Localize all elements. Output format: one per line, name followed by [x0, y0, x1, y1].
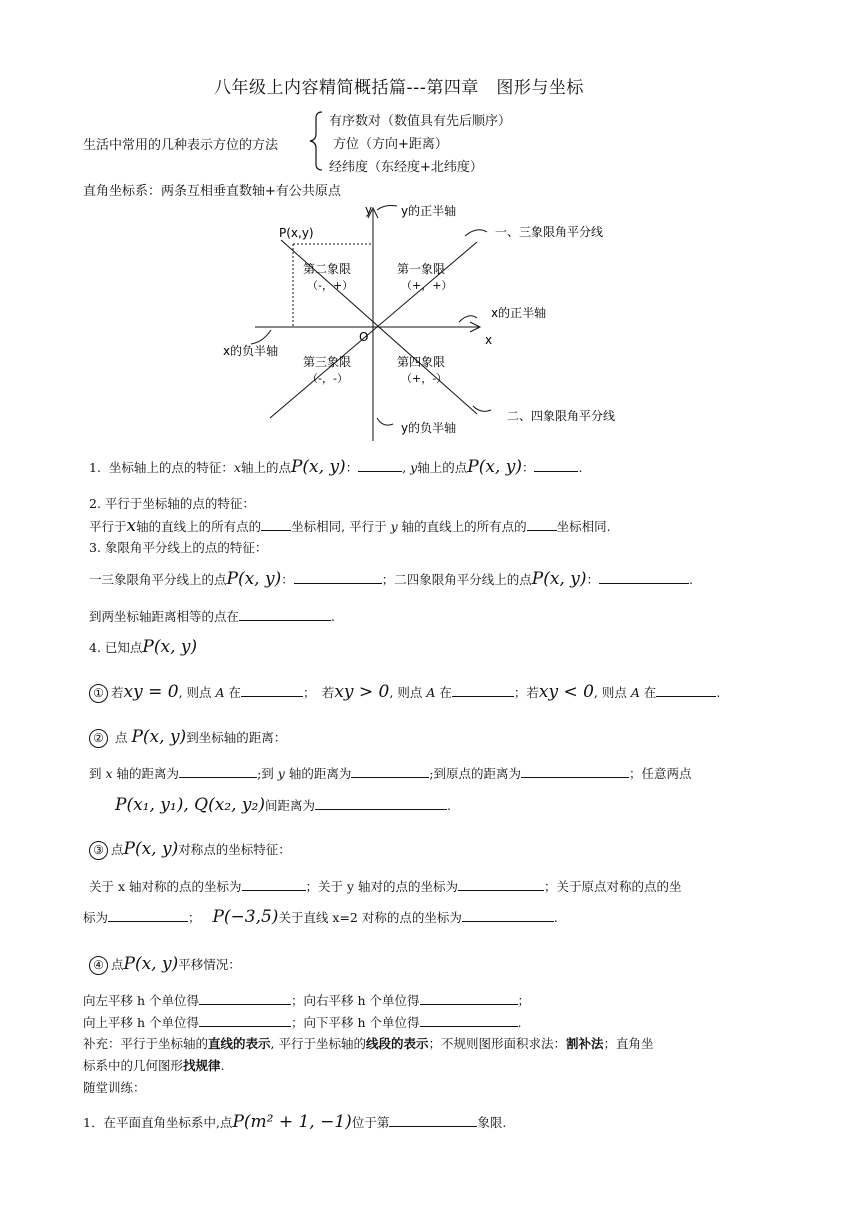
answer-blank [521, 763, 629, 778]
text-span [310, 112, 322, 170]
text-span: 到 [89, 766, 102, 781]
answer-blank [389, 1112, 477, 1127]
item-number: 1. [89, 460, 101, 475]
text-span: ；关于原点对称的点的坐 [544, 879, 682, 894]
text-span: , 平行于坐标轴的 [270, 1036, 366, 1051]
text-span: ；向下平移 h 个单位得 [291, 1015, 420, 1030]
x-positive-label: x的正半轴 [491, 306, 547, 320]
text-span: ；二四象限角平分线上的点 [381, 572, 532, 587]
text-span: A [215, 685, 225, 700]
answer-blank [294, 569, 382, 584]
quadrant-3-sign: （-，-） [307, 372, 348, 385]
text-span: 轴的直线上的所有点的 [401, 519, 527, 534]
section-4-row-7 [83, 907, 558, 927]
section-4-title [89, 637, 197, 657]
text: 轴上的点 [417, 460, 468, 475]
answer-blank [420, 1012, 518, 1027]
x-negative-label: x的负半轴 [223, 344, 279, 358]
text-span: 点 [114, 730, 128, 745]
text-span: ；若 [513, 685, 539, 700]
callout-curve [465, 230, 487, 236]
text-span: x [126, 516, 137, 536]
answer-blank [315, 795, 447, 810]
text-span: . [553, 910, 558, 925]
text-span: A [426, 685, 436, 700]
text: ： [345, 460, 359, 475]
callout-curve [459, 316, 477, 322]
page-title: 八年级上内容精简概括篇---第四章 图形与坐标 [214, 78, 584, 98]
answer-blank [452, 682, 514, 697]
text-span: 关于 x 轴对称的点的坐标为 [89, 879, 242, 894]
text-span: P(x, y) [123, 839, 179, 859]
practice-question-1 [83, 1112, 506, 1132]
point-expr: P(x, y) [467, 457, 522, 477]
bisector-24-label: 二、四象限角平分线 [507, 409, 616, 423]
text-span: 4. 已知点 [89, 640, 143, 655]
text-span: ； [188, 910, 201, 925]
supplement-line-1 [83, 1034, 654, 1052]
text: 坐标轴上的点的特征： [108, 460, 234, 475]
coordinate-diagram [215, 196, 635, 446]
text-span: 标系中的几何图形 [83, 1058, 184, 1073]
text-span: P(x, y) [226, 569, 282, 589]
answer-blank [261, 516, 291, 531]
section-2-body [89, 516, 611, 536]
x-axis-label: x [485, 333, 493, 347]
text-span: 轴的直线上的所有点的 [136, 519, 262, 534]
text-span: P(x, y) [131, 727, 187, 747]
text-span: 线段的表示 [365, 1036, 429, 1051]
answer-blank [108, 907, 188, 922]
answer-blank [199, 990, 291, 1005]
point-label: P(x,y) [279, 226, 314, 240]
text-span: 在 [228, 685, 242, 700]
callout-curve [377, 206, 397, 211]
method-item: 经纬度（东经度+北纬度） [329, 160, 483, 175]
text-span: y [277, 766, 285, 781]
quadrant-2-sign: （-，+） [307, 279, 354, 292]
methods-label: 生活中常用的几种表示方位的方法 [83, 138, 279, 153]
text-span: ;到 [257, 766, 274, 781]
answer-blank [358, 457, 402, 472]
method-item: 有序数对（数值具有先后顺序） [329, 114, 512, 129]
text-span: 间距离为 [264, 798, 315, 813]
text-span: 平移情况： [178, 957, 241, 972]
text-span: 坐标相同, 平行于 [291, 519, 387, 534]
quadrant-2-name: 第二象限 [303, 262, 352, 276]
text: . [578, 460, 583, 475]
y-axis-label: y [365, 203, 373, 217]
text-span: 平行于 [89, 519, 127, 534]
callout-curve [473, 406, 491, 411]
text-span: , 则点 [389, 685, 423, 700]
text-span: 坐标相同. [556, 519, 611, 534]
section-1 [89, 457, 582, 477]
quadrant-4-name: 第四象限 [397, 355, 446, 369]
answer-blank [179, 763, 257, 778]
text-span: 找规律 [183, 1058, 221, 1073]
text-span: 点 [111, 957, 124, 972]
text: ： [521, 460, 535, 475]
answer-blank [351, 763, 429, 778]
section-4-row-1 [89, 682, 720, 703]
text-span: 轴的距离为 [116, 766, 180, 781]
text-span: 直线的表示 [208, 1036, 271, 1051]
cartesian-definition: 直角坐标系：两条互相垂直数轴+有公共原点 [83, 184, 341, 199]
text-span: 向上平移 h 个单位得 [83, 1015, 199, 1030]
text-span: ； [517, 993, 531, 1008]
circled-number: ④ [89, 956, 108, 975]
answer-blank [241, 682, 303, 697]
answer-blank [534, 457, 578, 472]
text-span: x [105, 766, 113, 781]
text-span: 轴的距离为 [288, 766, 352, 781]
section-4-row-4 [115, 795, 451, 815]
text-span: 1．在平面直角坐标系中,点 [83, 1115, 233, 1130]
text-span: xy = 0 [123, 682, 179, 702]
callout-curve [251, 330, 271, 344]
text-span: ： [586, 572, 599, 587]
circled-number: ① [89, 684, 108, 703]
text-span: 点 [111, 842, 124, 857]
section-4-row-10 [83, 1012, 521, 1031]
answer-blank [242, 876, 306, 891]
text-span: 对称点的坐标特征： [178, 842, 291, 857]
section-4-row-9 [83, 990, 530, 1009]
text: , [402, 460, 407, 475]
text-span: 在 [643, 685, 657, 700]
origin-label: O [359, 330, 369, 344]
text-span: A [630, 685, 640, 700]
text-span: ；直角坐 [603, 1036, 654, 1051]
text-span: 关于直线 x=2 对称的点的坐标为 [278, 910, 462, 925]
curly-brace-icon [308, 110, 328, 172]
answer-blank [462, 907, 554, 922]
text-span: 到两坐标轴距离相等的点在 [89, 609, 240, 624]
practice-label: 随堂训练： [83, 1080, 146, 1095]
text-span: 标为 [83, 910, 109, 925]
text-span: ： [281, 572, 294, 587]
quadrant-1-sign: （+，+） [401, 279, 453, 292]
text-span: 一三象限角平分线上的点 [89, 572, 227, 587]
quadrant-3-name: 第三象限 [303, 355, 352, 369]
text-span: ；不规则图形面积求法： [428, 1036, 567, 1051]
supplement-line-2 [83, 1056, 225, 1074]
text-span: ;到原点的距离为 [429, 766, 522, 781]
text-span: , 则点 [178, 685, 212, 700]
bisector-13-label: 一、三象限角平分线 [495, 225, 604, 239]
point-expr: P(x, y) [290, 457, 346, 477]
section-3-body [89, 569, 693, 589]
text-span: ； 若 [303, 685, 335, 700]
callout-curve [377, 418, 393, 425]
y-positive-label: y的正半轴 [401, 204, 457, 218]
text-span: P(x₁, y₁), Q(x₂, y₂) [115, 795, 265, 815]
text-span: , 则点 [593, 685, 627, 700]
text-span: 到坐标轴的距离： [186, 730, 287, 745]
quadrant-4-sign: （+，-） [401, 372, 448, 385]
text-span: y [390, 519, 398, 534]
answer-blank [599, 569, 689, 584]
section-3-title: 3. 象限角平分线上的点的特征： [89, 540, 268, 555]
section-4-row-8 [89, 954, 241, 975]
text: 轴上的点 [240, 460, 291, 475]
text-span: . [688, 572, 693, 587]
var: y [410, 460, 418, 475]
answer-blank [458, 876, 544, 891]
text-span: 向左平移 h 个单位得 [83, 993, 199, 1008]
quadrant-1-name: 第一象限 [397, 262, 446, 276]
text-span: ；向右平移 h 个单位得 [291, 993, 420, 1008]
text-span: P(x, y) [123, 954, 179, 974]
answer-blank [656, 682, 716, 697]
text-span: . [517, 1015, 522, 1030]
text-span: 若 [111, 685, 124, 700]
var: x [233, 460, 241, 475]
text-span: ；关于 y 轴对的点的坐标为 [305, 879, 459, 894]
text-span: 位于第 [351, 1115, 390, 1130]
answer-blank [239, 606, 331, 621]
text-span: . [716, 685, 721, 700]
text-span: 象限. [477, 1115, 507, 1130]
circled-number: ③ [89, 841, 108, 860]
text-span: 割补法 [566, 1036, 604, 1051]
section-4-row-5 [89, 839, 291, 860]
text-span: 在 [439, 685, 452, 700]
text-span: xy < 0 [538, 682, 594, 702]
text-span: P(−3,5) [212, 907, 279, 927]
section-4-row-2 [89, 727, 286, 748]
method-item: 方位（方向+距离） [333, 137, 448, 152]
text-span: P(x, y) [142, 637, 198, 657]
text-span: xy > 0 [334, 682, 390, 702]
answer-blank [420, 990, 518, 1005]
text-span: 补充：平行于坐标轴的 [83, 1036, 209, 1051]
text-span: ；任意两点 [629, 766, 692, 781]
section-2-title: 2. 平行于坐标轴的点的特征： [89, 496, 255, 511]
circled-number: ② [89, 729, 108, 748]
section-4-row-6 [89, 876, 682, 895]
y-negative-label: y的负半轴 [401, 421, 457, 435]
section-4-row-3 [89, 763, 692, 782]
section-3-line2 [89, 606, 335, 625]
text-span: P(m² + 1, −1) [232, 1112, 352, 1132]
text-span: . [447, 798, 451, 813]
text-span: . [220, 1058, 225, 1073]
answer-blank [527, 516, 557, 531]
text-span: P(x, y) [531, 569, 587, 589]
text-span: . [331, 609, 335, 624]
answer-blank [199, 1012, 291, 1027]
